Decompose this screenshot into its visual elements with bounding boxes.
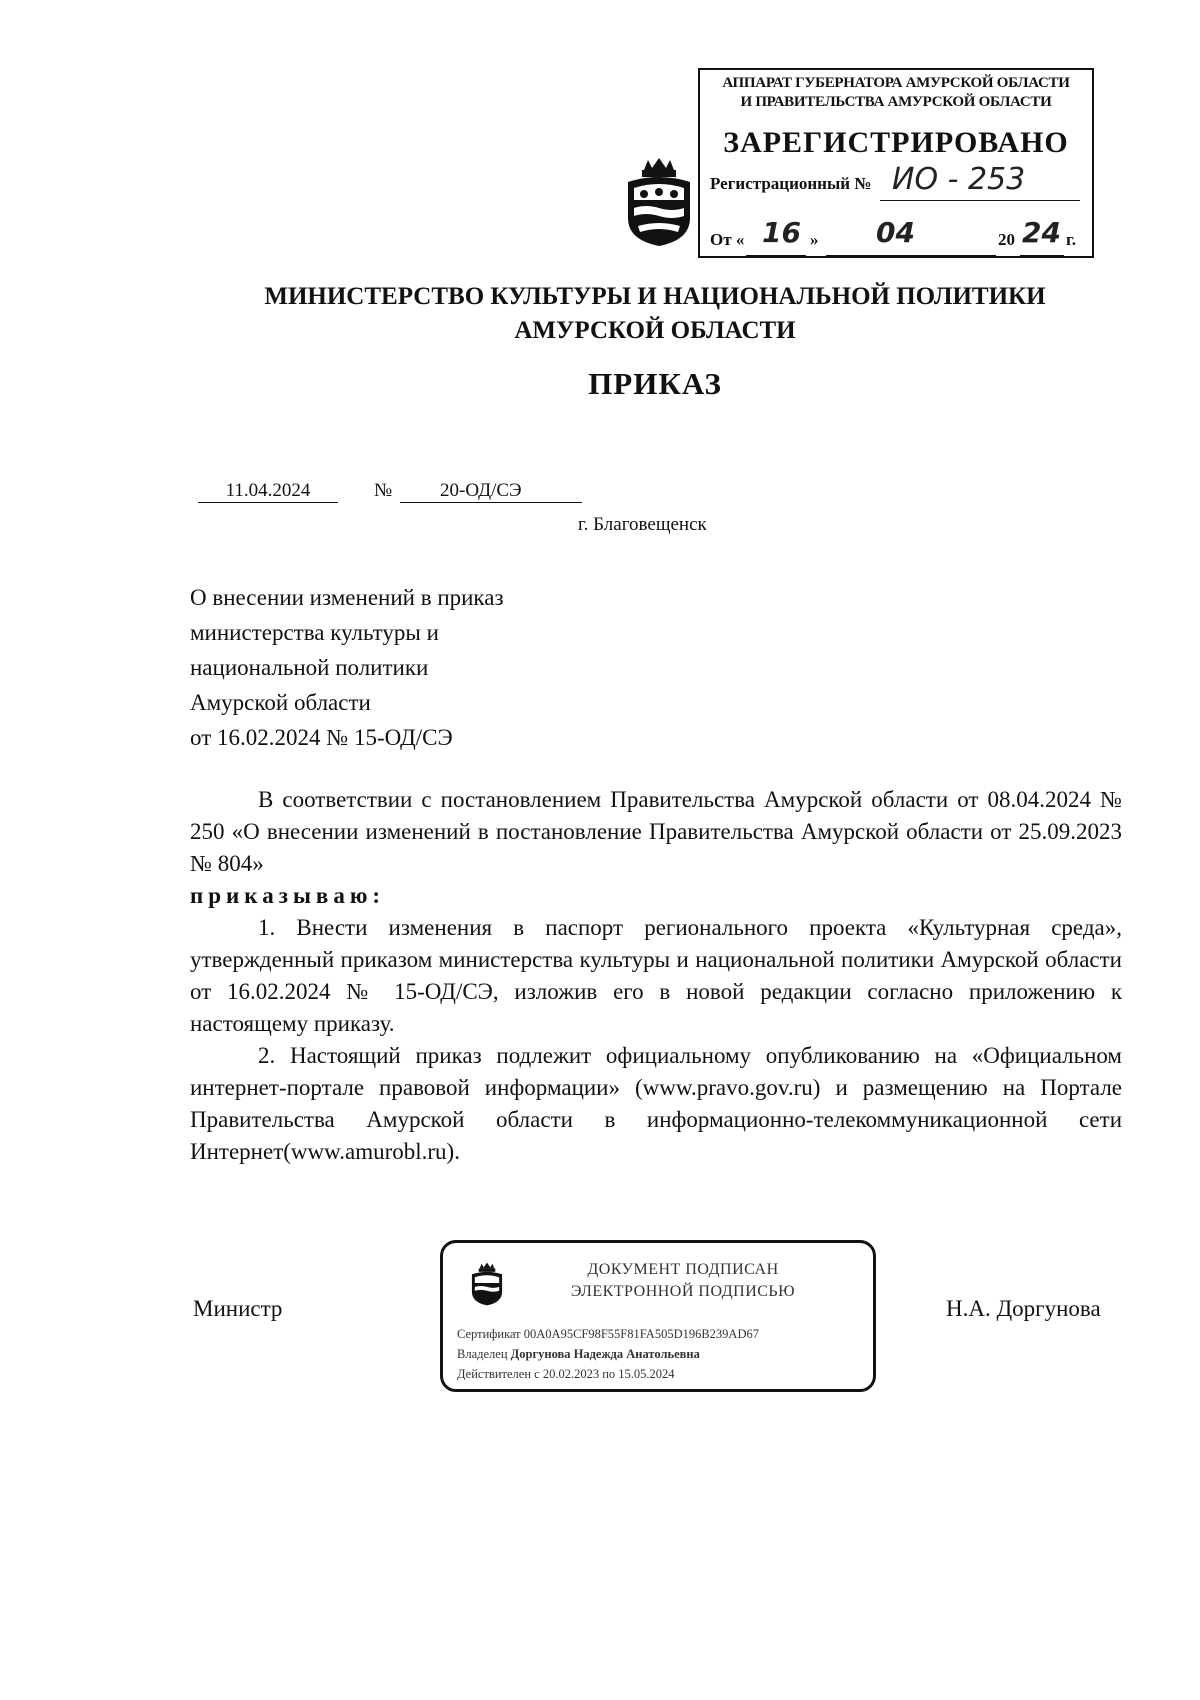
subject-line: министерства культуры и <box>190 620 439 645</box>
body-item-1: 1. Внести изменения в паспорт регионального проекта «Культурная среда», утвержденный приказом министерства культуры и национальной политики Амурской области от 16.02.2024 № 15-ОД/СЭ, изложив его в новой редакции согласно приложению к настоящему приказу. <box>190 915 1122 1036</box>
esig-owner-value: Доргунова Надежда Анатольевна <box>510 1347 700 1361</box>
stamp-close-quote: » <box>810 230 819 249</box>
signer-role: Министр <box>193 1296 283 1321</box>
esig-certificate <box>457 1327 759 1342</box>
esig-certificate-value: 00A0A95CF98F55F81FA505D196B239AD67 <box>523 1327 759 1341</box>
esig-header <box>533 1259 833 1303</box>
esig-validity <box>457 1367 675 1382</box>
document-title: ПРИКАЗ <box>588 366 722 401</box>
signer-name: Н.А. Доргунова <box>946 1296 1101 1321</box>
ministry-line2: АМУРСКОЙ ОБЛАСТИ <box>514 317 796 344</box>
stamp-org-line2: И ПРАВИТЕЛЬСТВА АМУРСКОЙ ОБЛАСТИ <box>740 94 1052 110</box>
order-number-sign: № <box>374 480 393 501</box>
coat-of-arms-icon <box>622 156 696 248</box>
esig-coat-of-arms-icon <box>469 1259 505 1309</box>
subject-line: от 16.02.2024 № 15-ОД/СЭ <box>190 725 453 750</box>
esig-certificate-label: Сертификат <box>457 1327 521 1341</box>
body-item-2: 2. Настоящий приказ подлежит официальному опубликованию на «Официальном интернет-портале правовой информации» (www.pravo.gov.ru) и размещению на Портале Правительства Амурской области в информационно-телекоммуникационной сети Интернет(www.amurobl.ru). <box>190 1043 1122 1164</box>
stamp-date-line <box>710 216 1090 256</box>
stamp-from-label: От « <box>710 230 745 249</box>
esig-valid-value: с 20.02.2023 по 15.05.2024 <box>534 1367 675 1381</box>
order-number: 20-ОД/СЭ <box>400 480 582 503</box>
esig-owner <box>457 1347 700 1362</box>
esig-valid-label: Действителен <box>457 1367 532 1381</box>
stamp-reg-number-field <box>880 162 1080 201</box>
body-preamble: В соответствии с постановлением Правительства Амурской области от 08.04.2024 № 250 «О внесении изменений в постановление Правительства Амурской области от 25.09.2023 № 804» <box>190 787 1122 876</box>
stamp-registered: ЗАРЕГИСТРИРОВАНО <box>723 126 1069 159</box>
ministry-name <box>0 280 1200 348</box>
stamp-year-prefix: 20 <box>998 230 1015 249</box>
esig-owner-label: Владелец <box>457 1347 508 1361</box>
stamp-day: 16 <box>762 216 801 249</box>
electronic-signature-stamp <box>440 1240 876 1392</box>
stamp-org-line1: АППАРАТ ГУБЕРНАТОРА АМУРСКОЙ ОБЛАСТИ <box>722 75 1070 91</box>
body-order-word: приказываю: <box>190 883 386 908</box>
esig-header-line2: ЭЛЕКТРОННОЙ ПОДПИСЬЮ <box>570 1283 796 1300</box>
stamp-year-label: г. <box>1066 230 1077 249</box>
esig-header-line1: ДОКУМЕНТ ПОДПИСАН <box>587 1261 779 1278</box>
stamp-organization <box>700 74 1092 112</box>
subject-line: О внесении изменений в приказ <box>190 585 504 610</box>
stamp-year-suffix: 24 <box>1022 216 1061 249</box>
ministry-line1: МИНИСТЕРСТВО КУЛЬТУРЫ И НАЦИОНАЛЬНОЙ ПОЛИТИКИ <box>264 283 1046 310</box>
stamp-reg-label: Регистрационный № <box>710 174 872 193</box>
subject-line: Амурской области <box>190 690 371 715</box>
order-city: г. Благовещенск <box>578 514 707 535</box>
order-body <box>190 784 1122 1168</box>
registration-stamp <box>698 68 1094 258</box>
stamp-reg-number: ИО - 253 <box>892 162 1026 197</box>
order-subject <box>190 580 504 755</box>
subject-line: национальной политики <box>190 655 429 680</box>
stamp-month: 04 <box>876 216 915 249</box>
order-date: 11.04.2024 <box>198 480 338 503</box>
